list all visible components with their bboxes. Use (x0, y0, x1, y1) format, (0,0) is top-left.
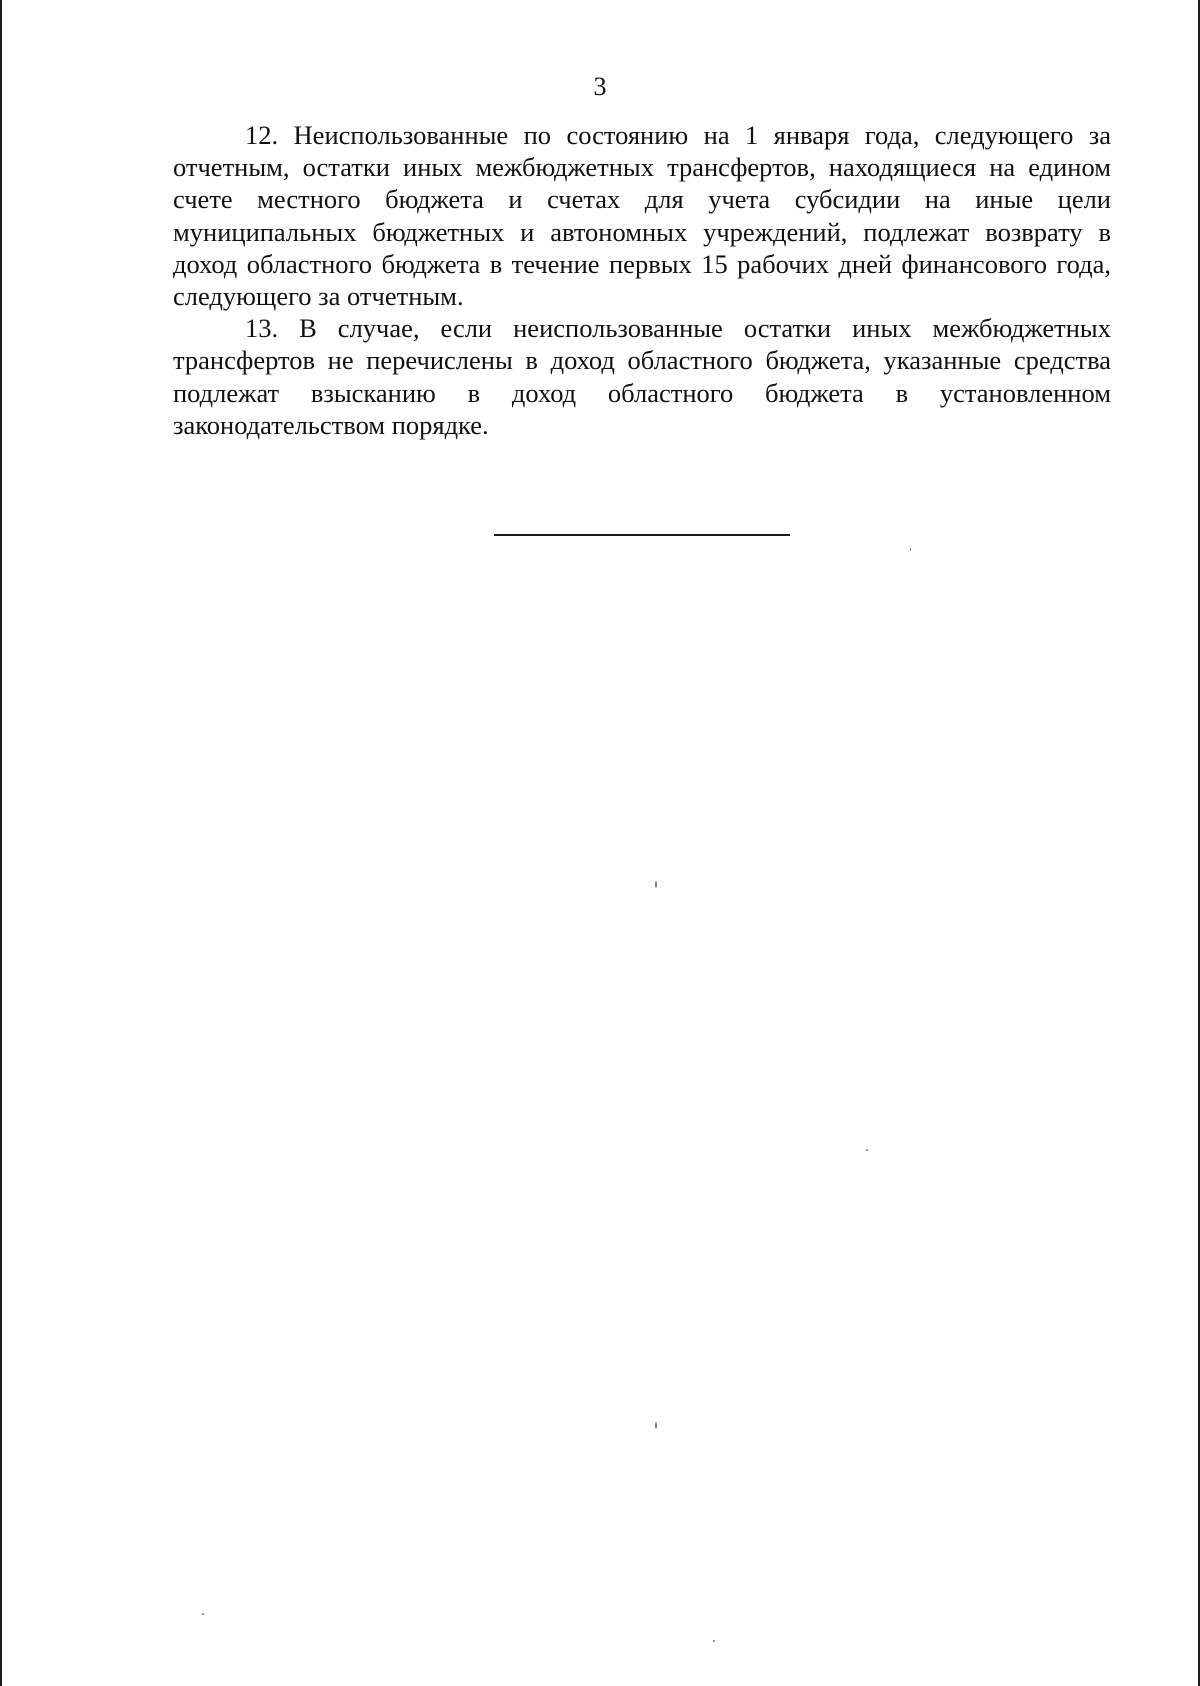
paragraph-12: 12. Неиспользованные по состоянию на 1 января года, следующего за отчетным, остатки иных межбюджетных трансфертов, находящиеся на едином счете местного бюджета и счетах для учета субсидии на иные цели муниципальных бюджетных и автономных учреждений, подлежат возврату в доход областного бюджета в течение первых 15 рабочих дней финансового года, следующего за отчетным. (173, 120, 1111, 312)
scan-speck (713, 1640, 715, 1642)
page-number: 3 (593, 72, 607, 101)
scan-speck (655, 881, 657, 888)
paragraph-13: 13. В случае, если неиспользованные остатки иных межбюджетных трансфертов не перечислены в доход областного бюджета, указанные средства подлежат взысканию в доход областного бюджета в установленном законодательством порядке. (173, 313, 1111, 440)
scan-speck (866, 1149, 868, 1151)
scan-left-edge (0, 0, 2, 1686)
document-body (173, 119, 1111, 441)
scan-speck (655, 1422, 657, 1429)
scan-speck (910, 548, 911, 551)
scan-speck (202, 1613, 204, 1615)
end-divider-line (494, 534, 790, 536)
